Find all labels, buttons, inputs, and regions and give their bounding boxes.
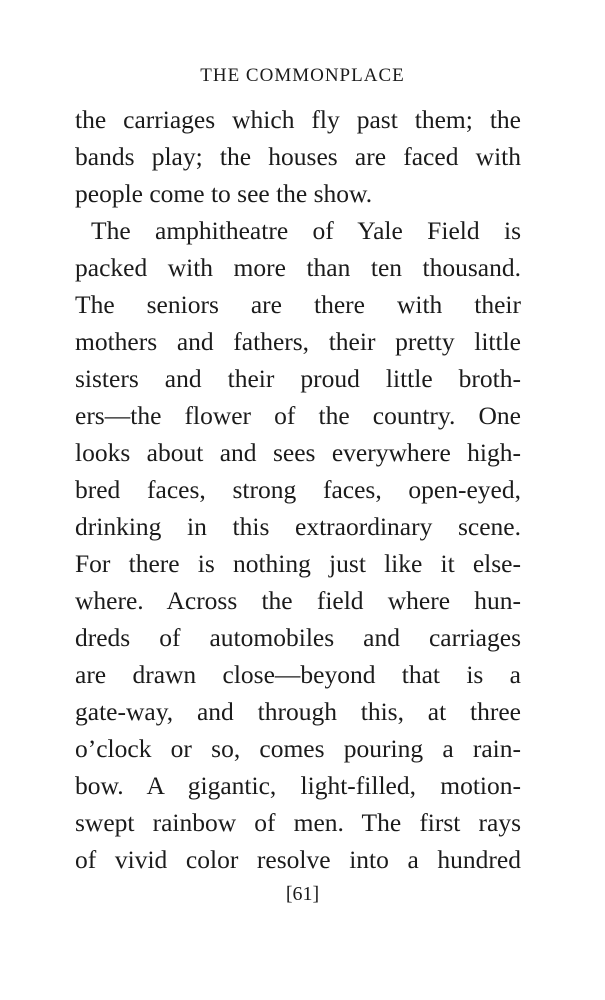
- text-line: the carriages which fly past them; the: [75, 105, 521, 134]
- running-head: THE COMMONPLACE: [200, 65, 405, 86]
- page-number: [61]: [285, 883, 320, 905]
- text-line: bands play; the houses are faced with: [75, 142, 521, 171]
- text-line: dreds of automobiles and carriages: [75, 623, 521, 652]
- text-line: ers—the flower of the country. One: [75, 401, 521, 430]
- text-line: The seniors are there with their: [75, 290, 521, 319]
- text-line: of vivid color resolve into a hundred: [75, 845, 521, 874]
- text-line: where. Across the field where hun-: [75, 586, 521, 615]
- text-line: For there is nothing just like it else-: [75, 549, 521, 578]
- text-line: swept rainbow of men. The first rays: [75, 808, 521, 837]
- text-line: drinking in this extraordinary scene.: [75, 512, 521, 541]
- text-line: bred faces, strong faces, open-eyed,: [75, 475, 521, 504]
- text-line: looks about and sees everywhere high-: [75, 438, 521, 467]
- text-line: are drawn close—beyond that is a: [75, 660, 521, 689]
- text-line: people come to see the show.: [75, 179, 373, 208]
- text-line: packed with more than ten thousand.: [75, 253, 521, 282]
- text-line: bow. A gigantic, light-filled, motion-: [75, 771, 521, 800]
- body-text: [75, 101, 521, 878]
- text-line: sisters and their proud little broth-: [75, 364, 521, 393]
- text-line: mothers and fathers, their pretty little: [75, 327, 521, 356]
- text-line: gate-way, and through this, at three: [75, 697, 521, 726]
- paragraph-start-line: The amphitheatre of Yale Field is: [91, 216, 521, 245]
- text-line: o’clock or so, comes pouring a rain-: [75, 734, 521, 763]
